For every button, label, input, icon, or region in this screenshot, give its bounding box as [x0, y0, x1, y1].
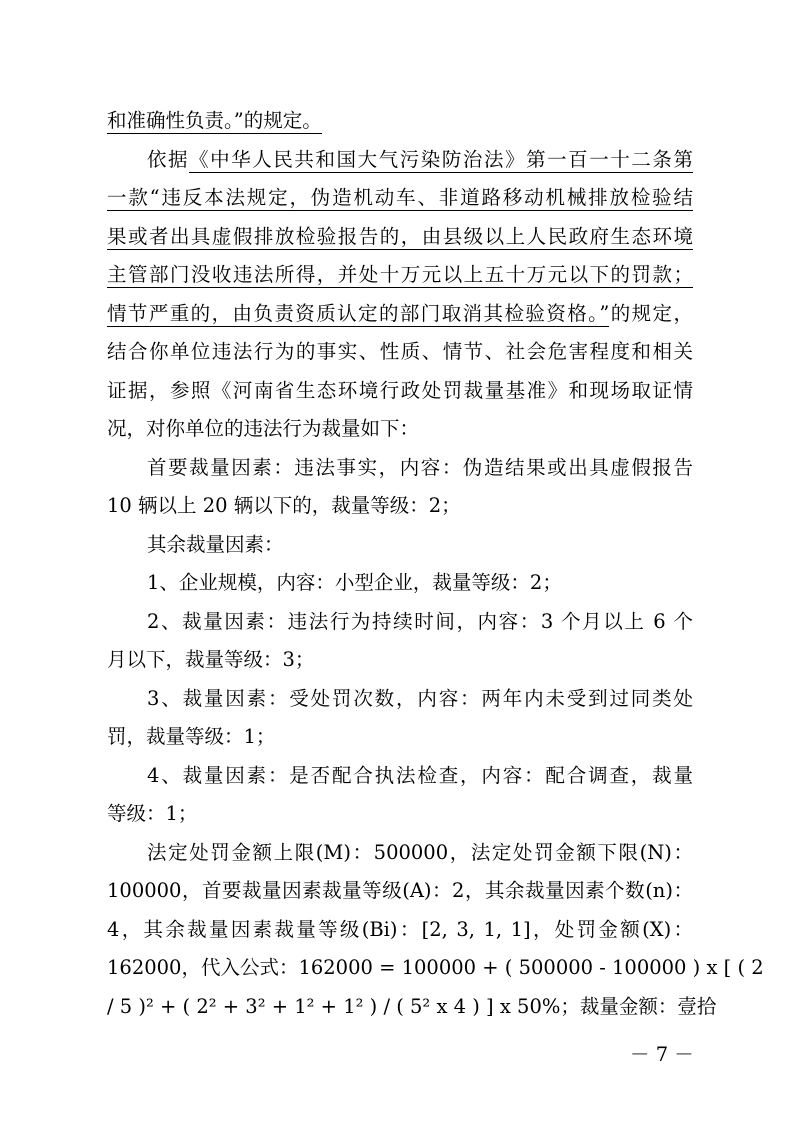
text-line — [107, 301, 693, 327]
text-line — [107, 647, 314, 673]
text-line — [107, 994, 717, 1020]
text-segment: 4、裁量因素：是否配合执法检查，内容：配合调查，裁量 — [147, 764, 693, 787]
text-line — [107, 224, 693, 250]
text-segment: / 5 )² + ( 2² + 3² + 1² + 1² ) / ( 5² x 4 ) ] x 50%；裁量金额：壹拾 — [107, 995, 717, 1018]
page-number: － 7 － — [630, 1043, 694, 1066]
text-segment: 100000，首要裁量因素裁量等级(A)：2，其余裁量因素个数(n)： — [107, 879, 693, 902]
text-segment: 其余裁量因素： — [147, 533, 284, 556]
underlined-text: 《中华人民共和国大气污染防治法》第一百一十二条第 — [189, 148, 693, 171]
text-segment: 月以下，裁量等级：3； — [107, 648, 315, 671]
text-line — [107, 955, 764, 981]
text-line — [107, 878, 693, 904]
text-line — [107, 493, 461, 519]
text-segment: 1、企业规模，内容：小型企业，裁量等级：2； — [147, 571, 562, 594]
underlined-text: 主管部门没收违法所得，并处十万元以上五十万元以下的罚款； — [107, 263, 693, 286]
text-segment: 10 辆以上 20 辆以下的，裁量等级：2； — [107, 494, 461, 517]
text-line — [147, 532, 284, 558]
text-line — [147, 570, 562, 596]
underlined-text: 一款“违反本法规定，伪造机动车、非道路移动机械排放检验结 — [107, 186, 693, 209]
text-segment: 罚，裁量等级：1； — [107, 725, 276, 748]
text-segment: 2、裁量因素：违法行为持续时间，内容：3 个月以上 6 个 — [147, 610, 693, 633]
text-segment: 3、裁量因素：受处罚次数，内容：两年内未受到过同类处 — [147, 687, 693, 710]
text-line — [107, 416, 419, 442]
text-segment: 结合你单位违法行为的事实、性质、情节、社会危害程度和相关 — [107, 340, 693, 363]
text-segment: 证据，参照《河南省生态环境行政处罚裁量基准》和现场取证情 — [107, 379, 693, 402]
text-line — [107, 185, 693, 211]
text-segment: 162000，代入公式：162000 = 100000 + ( 500000 - 100000 ) x [ ( 2 — [107, 956, 764, 979]
text-segment: 等级：1； — [107, 802, 198, 825]
text-line — [107, 724, 275, 750]
text-line — [147, 455, 693, 481]
text-segment: 况，对你单位的违法行为裁量如下： — [107, 417, 420, 440]
text-segment: 依据 — [147, 148, 190, 171]
text-line — [147, 763, 693, 789]
text-line — [107, 108, 322, 134]
underlined-text: 和准确性负责。”的规定。 — [107, 109, 322, 132]
underlined-text: 果或者出具虚假排放检验报告的，由县级以上人民政府生态环境 — [107, 225, 693, 248]
text-segment: 的规定， — [609, 302, 693, 325]
text-line — [107, 262, 693, 288]
text-segment: 首要裁量因素：违法事实，内容：伪造结果或出具虚假报告 — [147, 456, 693, 479]
text-line — [147, 609, 693, 635]
text-line — [107, 339, 693, 365]
text-line — [147, 840, 693, 866]
text-line — [107, 378, 693, 404]
text-line — [147, 686, 693, 712]
text-segment: 4，其余裁量因素裁量等级(Bi)：[2, 3, 1, 1]，处罚金额(X)： — [107, 918, 693, 941]
text-line — [107, 917, 693, 943]
text-segment: 法定处罚金额上限(M)：500000，法定处罚金额下限(N)： — [147, 841, 693, 864]
text-line — [107, 801, 197, 827]
underlined-text: 情节严重的，由负责资质认定的部门取消其检验资格。” — [107, 302, 610, 325]
text-line — [147, 147, 693, 173]
